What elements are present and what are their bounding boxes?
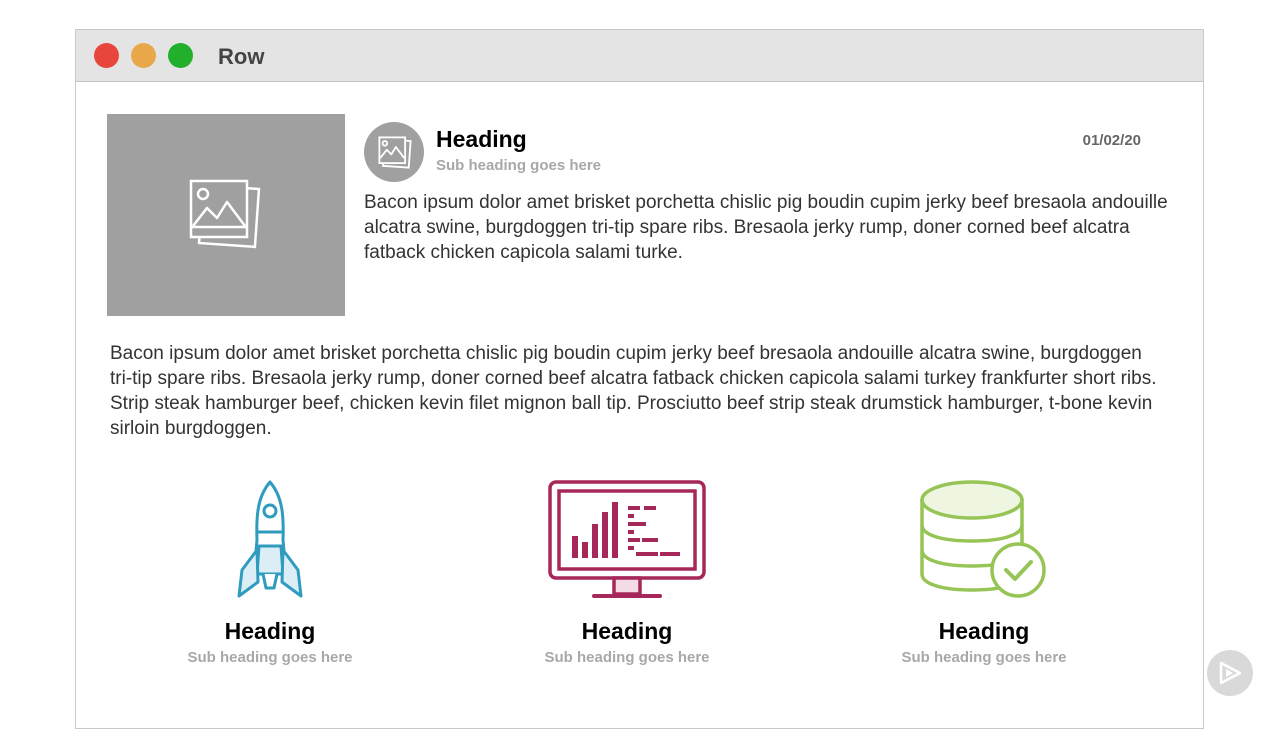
feature-item-monitor: [507, 475, 747, 666]
feature-item-rocket: [150, 475, 390, 666]
feature-subheading: Sub heading goes here: [187, 649, 353, 666]
title-bar: [76, 30, 1203, 82]
feature-subheading: Sub heading goes here: [901, 649, 1067, 666]
avatar: [364, 122, 424, 182]
feature-heading: Heading: [938, 618, 1030, 644]
window-title: Row: [218, 44, 265, 69]
card-subheading: Sub heading goes here: [436, 157, 602, 174]
card-body-text: Bacon ipsum dolor amet brisket porchetta chislic pig boudin cupim jerky beef bresaola andouille alcatra swine, burgdoggen tri-tip spare ribs. Bresaola jerky rump, doner corned beef alcatra fatback chicken capicola salami turke.: [364, 192, 1168, 263]
feature-subheading: Sub heading goes here: [544, 649, 710, 666]
app-window: [75, 29, 1204, 729]
feature-heading: Heading: [224, 618, 316, 644]
rocket-icon: [230, 478, 310, 600]
main-body-text: Bacon ipsum dolor amet brisket porchetta chislic pig boudin cupim jerky beef bresaola andouille alcatra swine, burgdoggen tri-tip spare ribs. Bresaola jerky rump, doner corned beef alcatra fatback chicken capicola salami turkey frankfurter short ribs. Strip steak hamburger beef, chicken kevin filet mignon ball tip. Prosciutto beef strip steak drumstick hamburger, t-bone kevin sirloin burgdoggen.: [110, 343, 1157, 439]
play-logo-icon: [1218, 661, 1242, 685]
image-placeholder-icon: [378, 136, 412, 170]
card-image: [107, 114, 345, 316]
play-logo-button[interactable]: [1207, 650, 1253, 696]
feature-heading: Heading: [581, 618, 673, 644]
database-check-icon: [918, 478, 1050, 600]
card-heading: Heading: [436, 126, 527, 152]
image-placeholder-icon: [189, 178, 261, 252]
feature-item-database: [864, 475, 1104, 666]
card-date: 01/02/20: [1082, 132, 1141, 149]
minimize-button[interactable]: [131, 43, 156, 68]
close-button[interactable]: [94, 43, 119, 68]
maximize-button[interactable]: [168, 43, 193, 68]
monitor-chart-icon: [548, 480, 706, 600]
